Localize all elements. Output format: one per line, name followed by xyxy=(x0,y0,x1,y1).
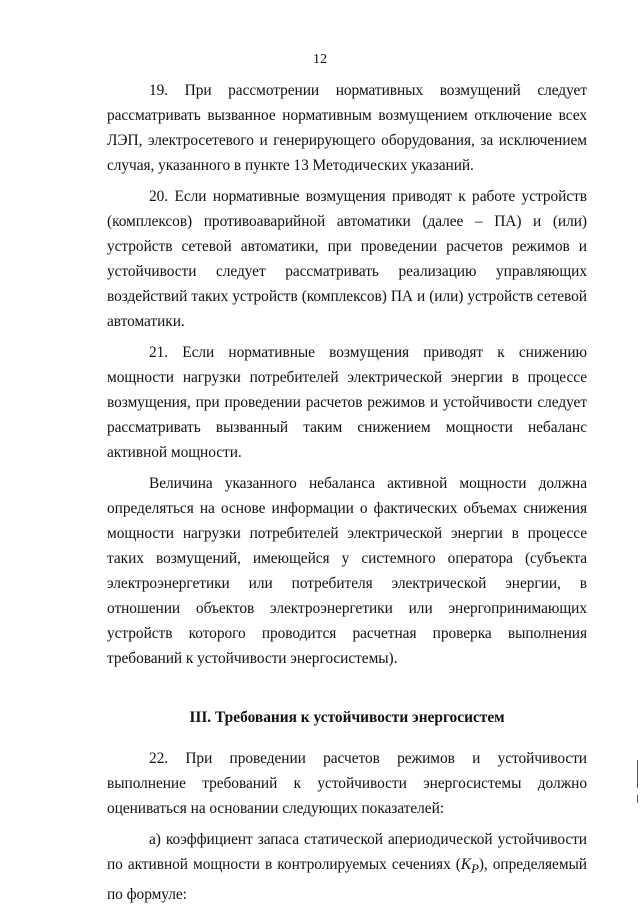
item-a-text-after: ), определяемый по формуле: xyxy=(107,856,587,904)
document-body xyxy=(107,78,587,909)
paragraph-item-a xyxy=(107,827,587,907)
coefficient-subscript: P xyxy=(471,862,479,877)
item-a-text-before: а) коэффициент запаса статической апериодической устойчивости по активной мощности в контролируемых сечениях ( xyxy=(107,831,587,873)
paragraph-imbalance-value: Величина указанного небаланса активной мощности должна определяться на основе информации о фактических объемах снижения мощности нагрузки потребителей электрической энергии в процессе таких возмущений, имеющейся у системного оператора (субъекта электроэнергетики или потребителя электрической энергии, в отношении объектов электроэнергетики или энергопринимающих устройств которого проводится расчетная проверка выполнения требований к устойчивости энергосистемы). xyxy=(107,475,587,667)
page-number: 12 xyxy=(313,52,327,67)
scan-edge-mark xyxy=(637,795,638,803)
paragraph-21: 21. Если нормативные возмущения приводят к снижению мощности нагрузки потребителей электрической энергии в процессе возмущения, при проведении расчетов режимов и устойчивости следует рассматривать вызванный таким снижением мощности небаланс активной мощности. xyxy=(107,344,587,461)
paragraph-20: 20. Если нормативные возмущения приводят к работе устройств (комплексов) противоаварийной автоматики (далее – ПА) и (или) устройств сетевой автоматики, при проведении расчетов режимов и устойчивости следует рассматривать реализацию управляющих воздействий таких устройств (комплексов) ПА и (или) устройств сетевой автоматики. xyxy=(107,188,587,330)
paragraph-19: 19. При рассмотрении нормативных возмущений следует рассматривать вызванное нормативным возмущением отключение всех ЛЭП, электросетевого и генерирующего оборудования, за исключением случая, указанного в пункте 13 Методических указаний. xyxy=(107,82,587,174)
scan-edge-mark xyxy=(637,760,638,788)
coefficient-symbol: K xyxy=(460,856,472,873)
section-heading: III. Требования к устойчивости энергосистем xyxy=(189,709,505,726)
paragraph-22: 22. При проведении расчетов режимов и устойчивости выполнение требований к устойчивости энергосистемы должно оцениваться на основании следующих показателей: xyxy=(107,750,587,817)
